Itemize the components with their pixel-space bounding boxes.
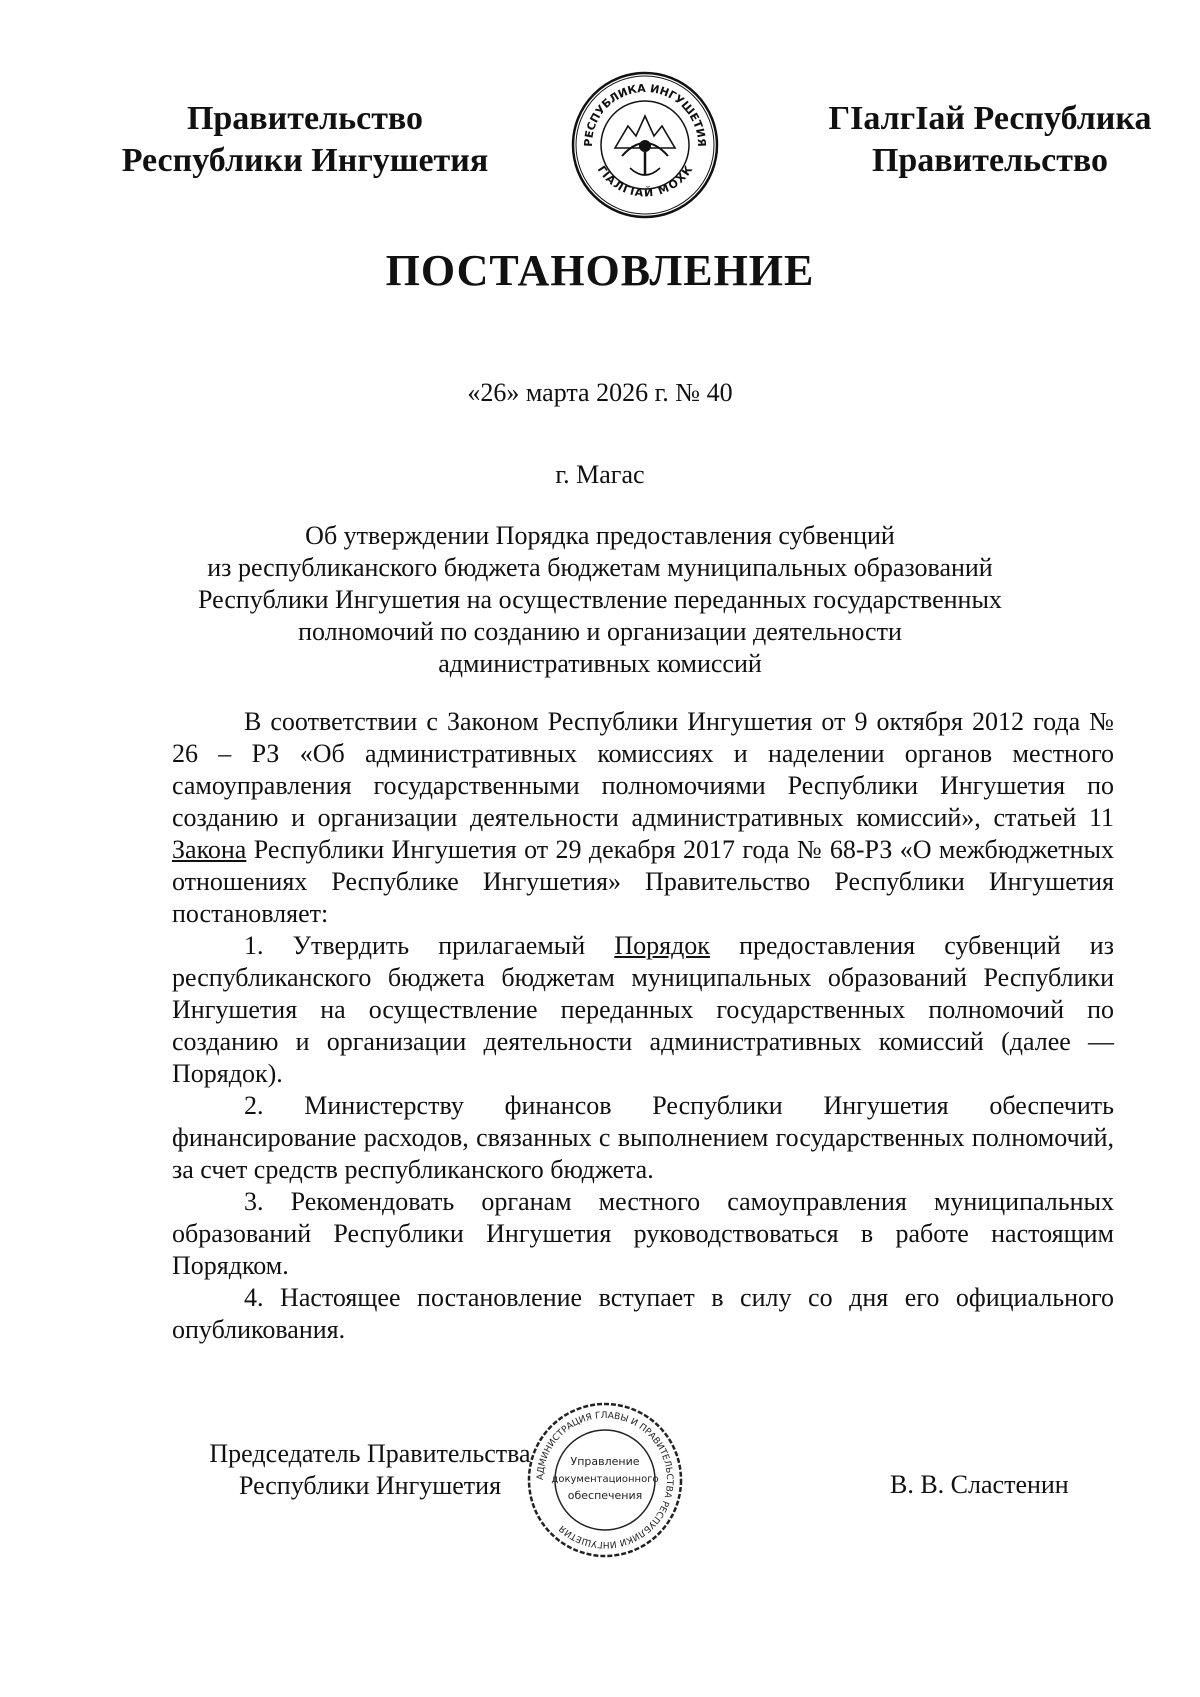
header-left (100, 98, 510, 182)
subject-line: административных комиссий (438, 649, 762, 678)
stamp-icon (520, 1395, 690, 1565)
header-right-line-1: ГIалгIай Республика (828, 100, 1152, 137)
signatory-name: В. В. Сластенин (890, 1470, 1069, 1499)
subject-line: полномочий по созданию и организации деятельности (298, 617, 902, 646)
header-right-line-2: Правительство (871, 142, 1109, 179)
signatory-position: Председатель Правительства Республики Ингушетия (209, 1439, 531, 1500)
emblem-icon (570, 70, 720, 220)
svg-text:ГIАЛГIАЙ МОХК: ГIАЛГIАЙ МОХК (594, 163, 696, 200)
header-left-line-2: Республики Ингушетия (121, 142, 489, 179)
document-city: г. Магас (555, 460, 645, 489)
header-right (790, 98, 1190, 182)
svg-text:обеспечения: обеспечения (567, 1489, 643, 1502)
item-3-paragraph: 3. Рекомендовать органам местного самоуправления муниципальных образований Республики Ингушетия руководствоваться в работе настоящим Порядком. (172, 1187, 1114, 1280)
document-date-number: «26» марта 2026 г. № 40 (467, 378, 733, 407)
item-1-paragraph: 1. Утвердить прилагаемый Порядок предоставления субвенций из республиканского бюджета бюджетам муниципальных образований Республики Ингушетия на осуществление переданных государственных полномочий по созданию и организации деятельности административных комиссий (далее — Порядок). (172, 931, 1114, 1088)
svg-text:РЕСПУБЛИКА ИНГУШЕТИЯ: РЕСПУБЛИКА ИНГУШЕТИЯ (581, 81, 709, 147)
procedure-link[interactable]: Порядок (614, 931, 710, 960)
document-body (172, 706, 1114, 1346)
subject-line: из республиканского бюджета бюджетам муниципальных образований (207, 553, 993, 582)
svg-text:документационного: документационного (551, 1474, 659, 1485)
svg-text:Управление: Управление (570, 1455, 640, 1468)
document-subject (170, 520, 1030, 680)
header-left-line-1: Правительство (186, 100, 424, 137)
svg-text:АДМИНИСТРАЦИЯ ГЛАВЫ И ПРАВИТЕЛ: АДМИНИСТРАЦИЯ ГЛАВЫ И ПРАВИТЕЛЬСТВА РЕСПУБЛИКИ ИНГУШЕТИЯ (535, 1410, 675, 1550)
item-4-paragraph: 4. Настоящее постановление вступает в силу со дня его официального опубликования. (172, 1283, 1114, 1344)
document-type: ПОСТАНОВЛЕНИЕ (385, 246, 815, 295)
subject-line: Республики Ингушетия на осуществление переданных государственных (198, 585, 1002, 614)
subject-line: Об утверждении Порядка предоставления субвенций (305, 521, 895, 550)
preamble-paragraph: В соответствии с Законом Республики Ингушетия от 9 октября 2012 года № 26 – РЗ «Об административных комиссиях и наделении органов местного самоуправления государственными полномочиями Республики Ингушетия по созданию и организации деятельности административных комиссий», статьей 11 Закона Республики Ингушетия от 29 декабря 2017 года № 68-РЗ «О межбюджетных отношениях Республике Ингушетия» Правительство Республики Ингушетия постановляет: (172, 707, 1114, 928)
item-2-paragraph: 2. Министерству финансов Республики Ингушетия обеспечить финансирование расходов, связанных с выполнением государственных полномочий, за счет средств республиканского бюджета. (172, 1091, 1114, 1184)
law-link[interactable]: Закона (172, 835, 247, 864)
